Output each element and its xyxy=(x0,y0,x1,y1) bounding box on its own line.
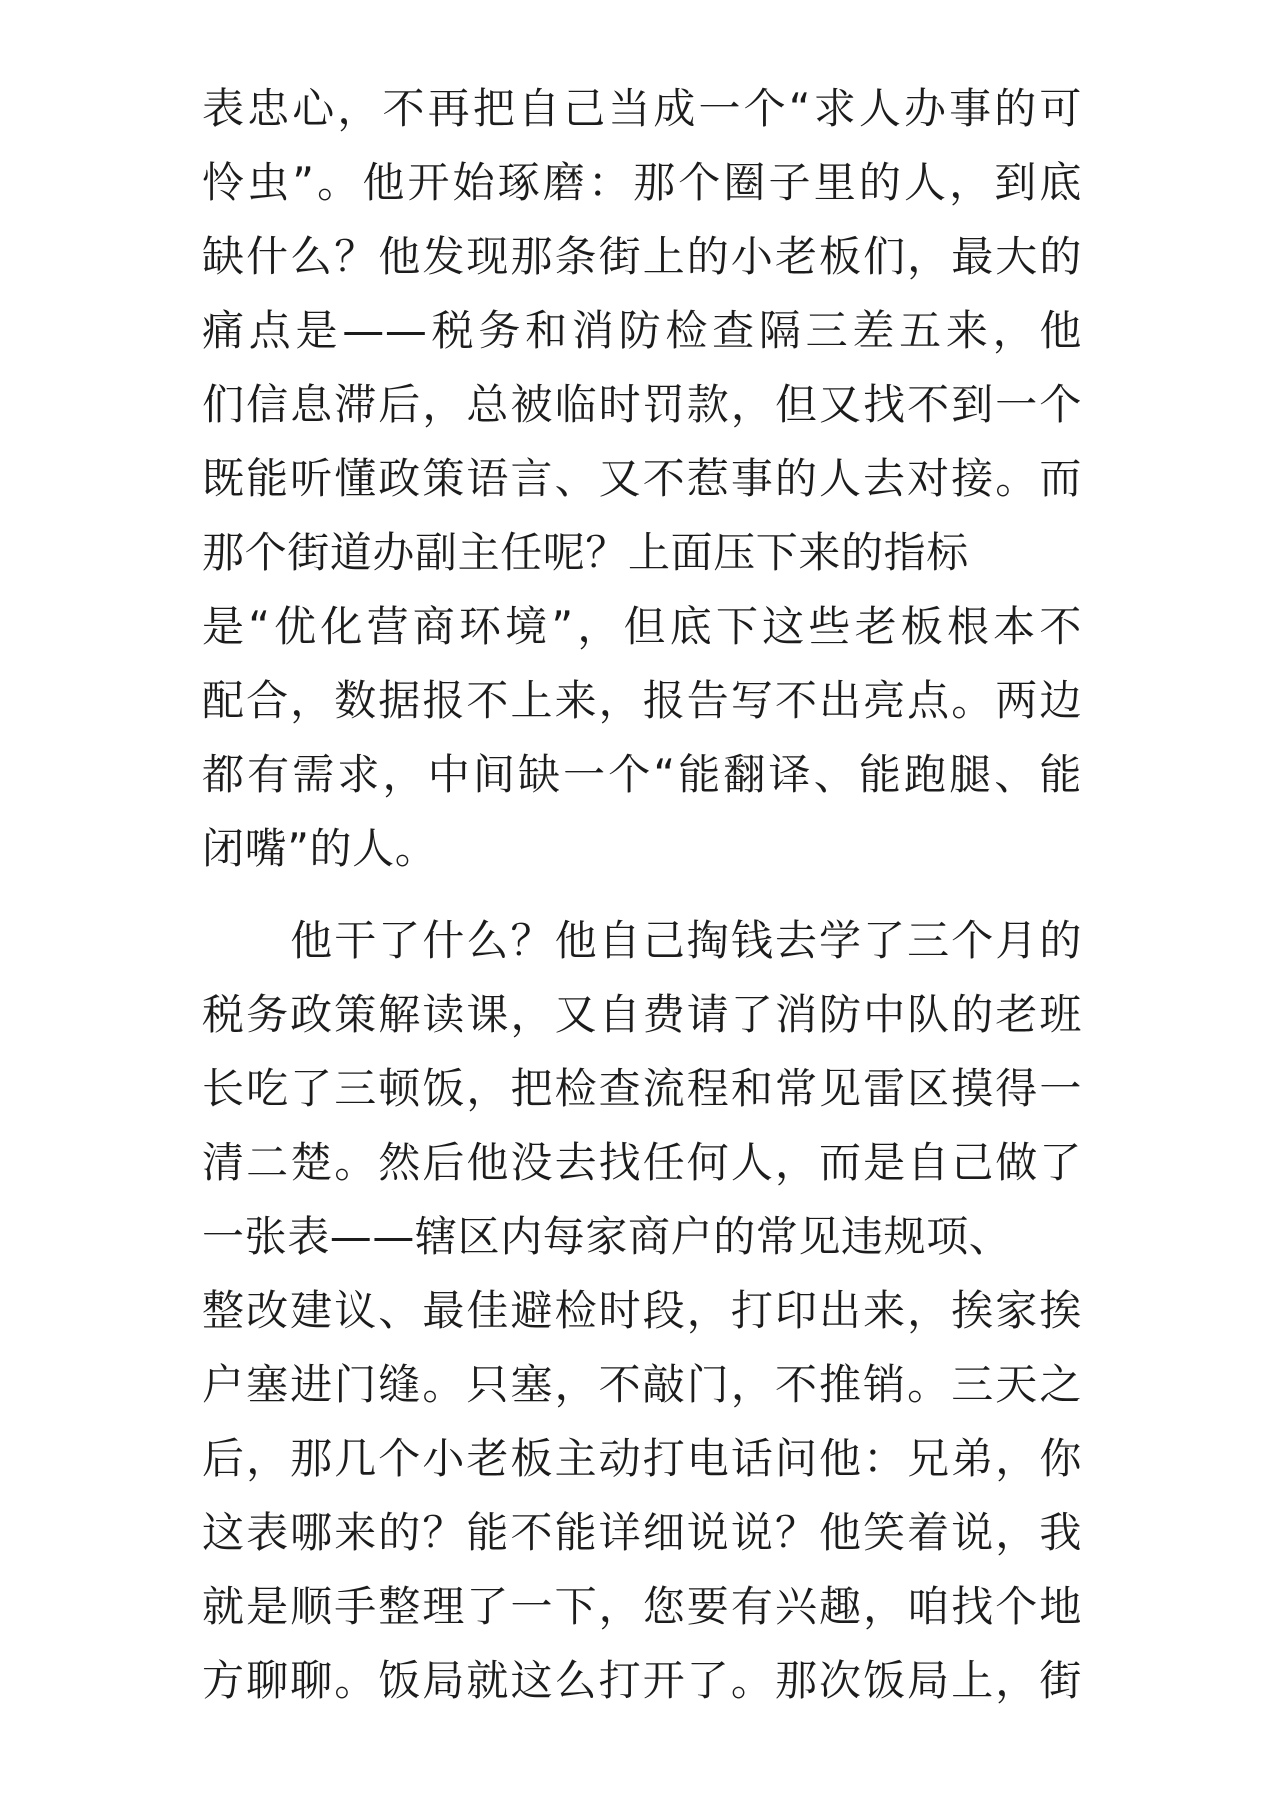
text-line: 那个街道办副主任呢？上面压下来的指标 xyxy=(202,528,969,577)
text-line: 们信息滞后，总被临时罚款，但又找不到一个 xyxy=(202,380,1082,429)
text-line: 他干了什么？他自己掏钱去学了三个月的 xyxy=(202,916,1082,965)
article-body xyxy=(202,72,1082,1718)
text-line: 是“优化营商环境”，但底下这些老板根本不 xyxy=(202,602,1082,651)
text-line: 一张表——辖区内每家商户的常见违规项、 xyxy=(202,1212,1012,1261)
text-line: 这表哪来的？能不能详细说说？他笑着说，我 xyxy=(202,1508,1082,1557)
text-line: 怜虫”。他开始琢磨：那个圈子里的人，到底 xyxy=(202,158,1082,207)
text-line: 表忠心，不再把自己当成一个“求人办事的可 xyxy=(202,84,1082,133)
text-line: 整改建议、最佳避检时段，打印出来，挨家挨 xyxy=(202,1286,1082,1335)
text-line: 闭嘴”的人。 xyxy=(202,824,438,873)
text-line: 后，那几个小老板主动打电话问他：兄弟，你 xyxy=(202,1434,1082,1483)
paragraph-2 xyxy=(202,904,1082,1718)
text-line: 就是顺手整理了一下，您要有兴趣，咱找个地 xyxy=(202,1582,1082,1631)
text-line: 税务政策解读课，又自费请了消防中队的老班 xyxy=(202,990,1082,1039)
text-line: 清二楚。然后他没去找任何人，而是自己做了 xyxy=(202,1138,1082,1187)
text-line: 既能听懂政策语言、又不惹事的人去对接。而 xyxy=(202,454,1082,503)
text-line: 方聊聊。饭局就这么打开了。那次饭局上，街 xyxy=(202,1656,1082,1705)
paragraph-1 xyxy=(202,72,1082,886)
text-line: 痛点是——税务和消防检查隔三差五来，他 xyxy=(202,306,1082,355)
text-line: 配合，数据报不上来，报告写不出亮点。两边 xyxy=(202,676,1082,725)
paragraph-spacer xyxy=(202,886,1082,904)
text-line: 都有需求，中间缺一个“能翻译、能跑腿、能 xyxy=(202,750,1082,799)
text-line: 长吃了三顿饭，把检查流程和常见雷区摸得一 xyxy=(202,1064,1082,1113)
text-line: 户塞进门缝。只塞，不敲门，不推销。三天之 xyxy=(202,1360,1082,1409)
text-line: 缺什么？他发现那条街上的小老板们，最大的 xyxy=(202,232,1082,281)
